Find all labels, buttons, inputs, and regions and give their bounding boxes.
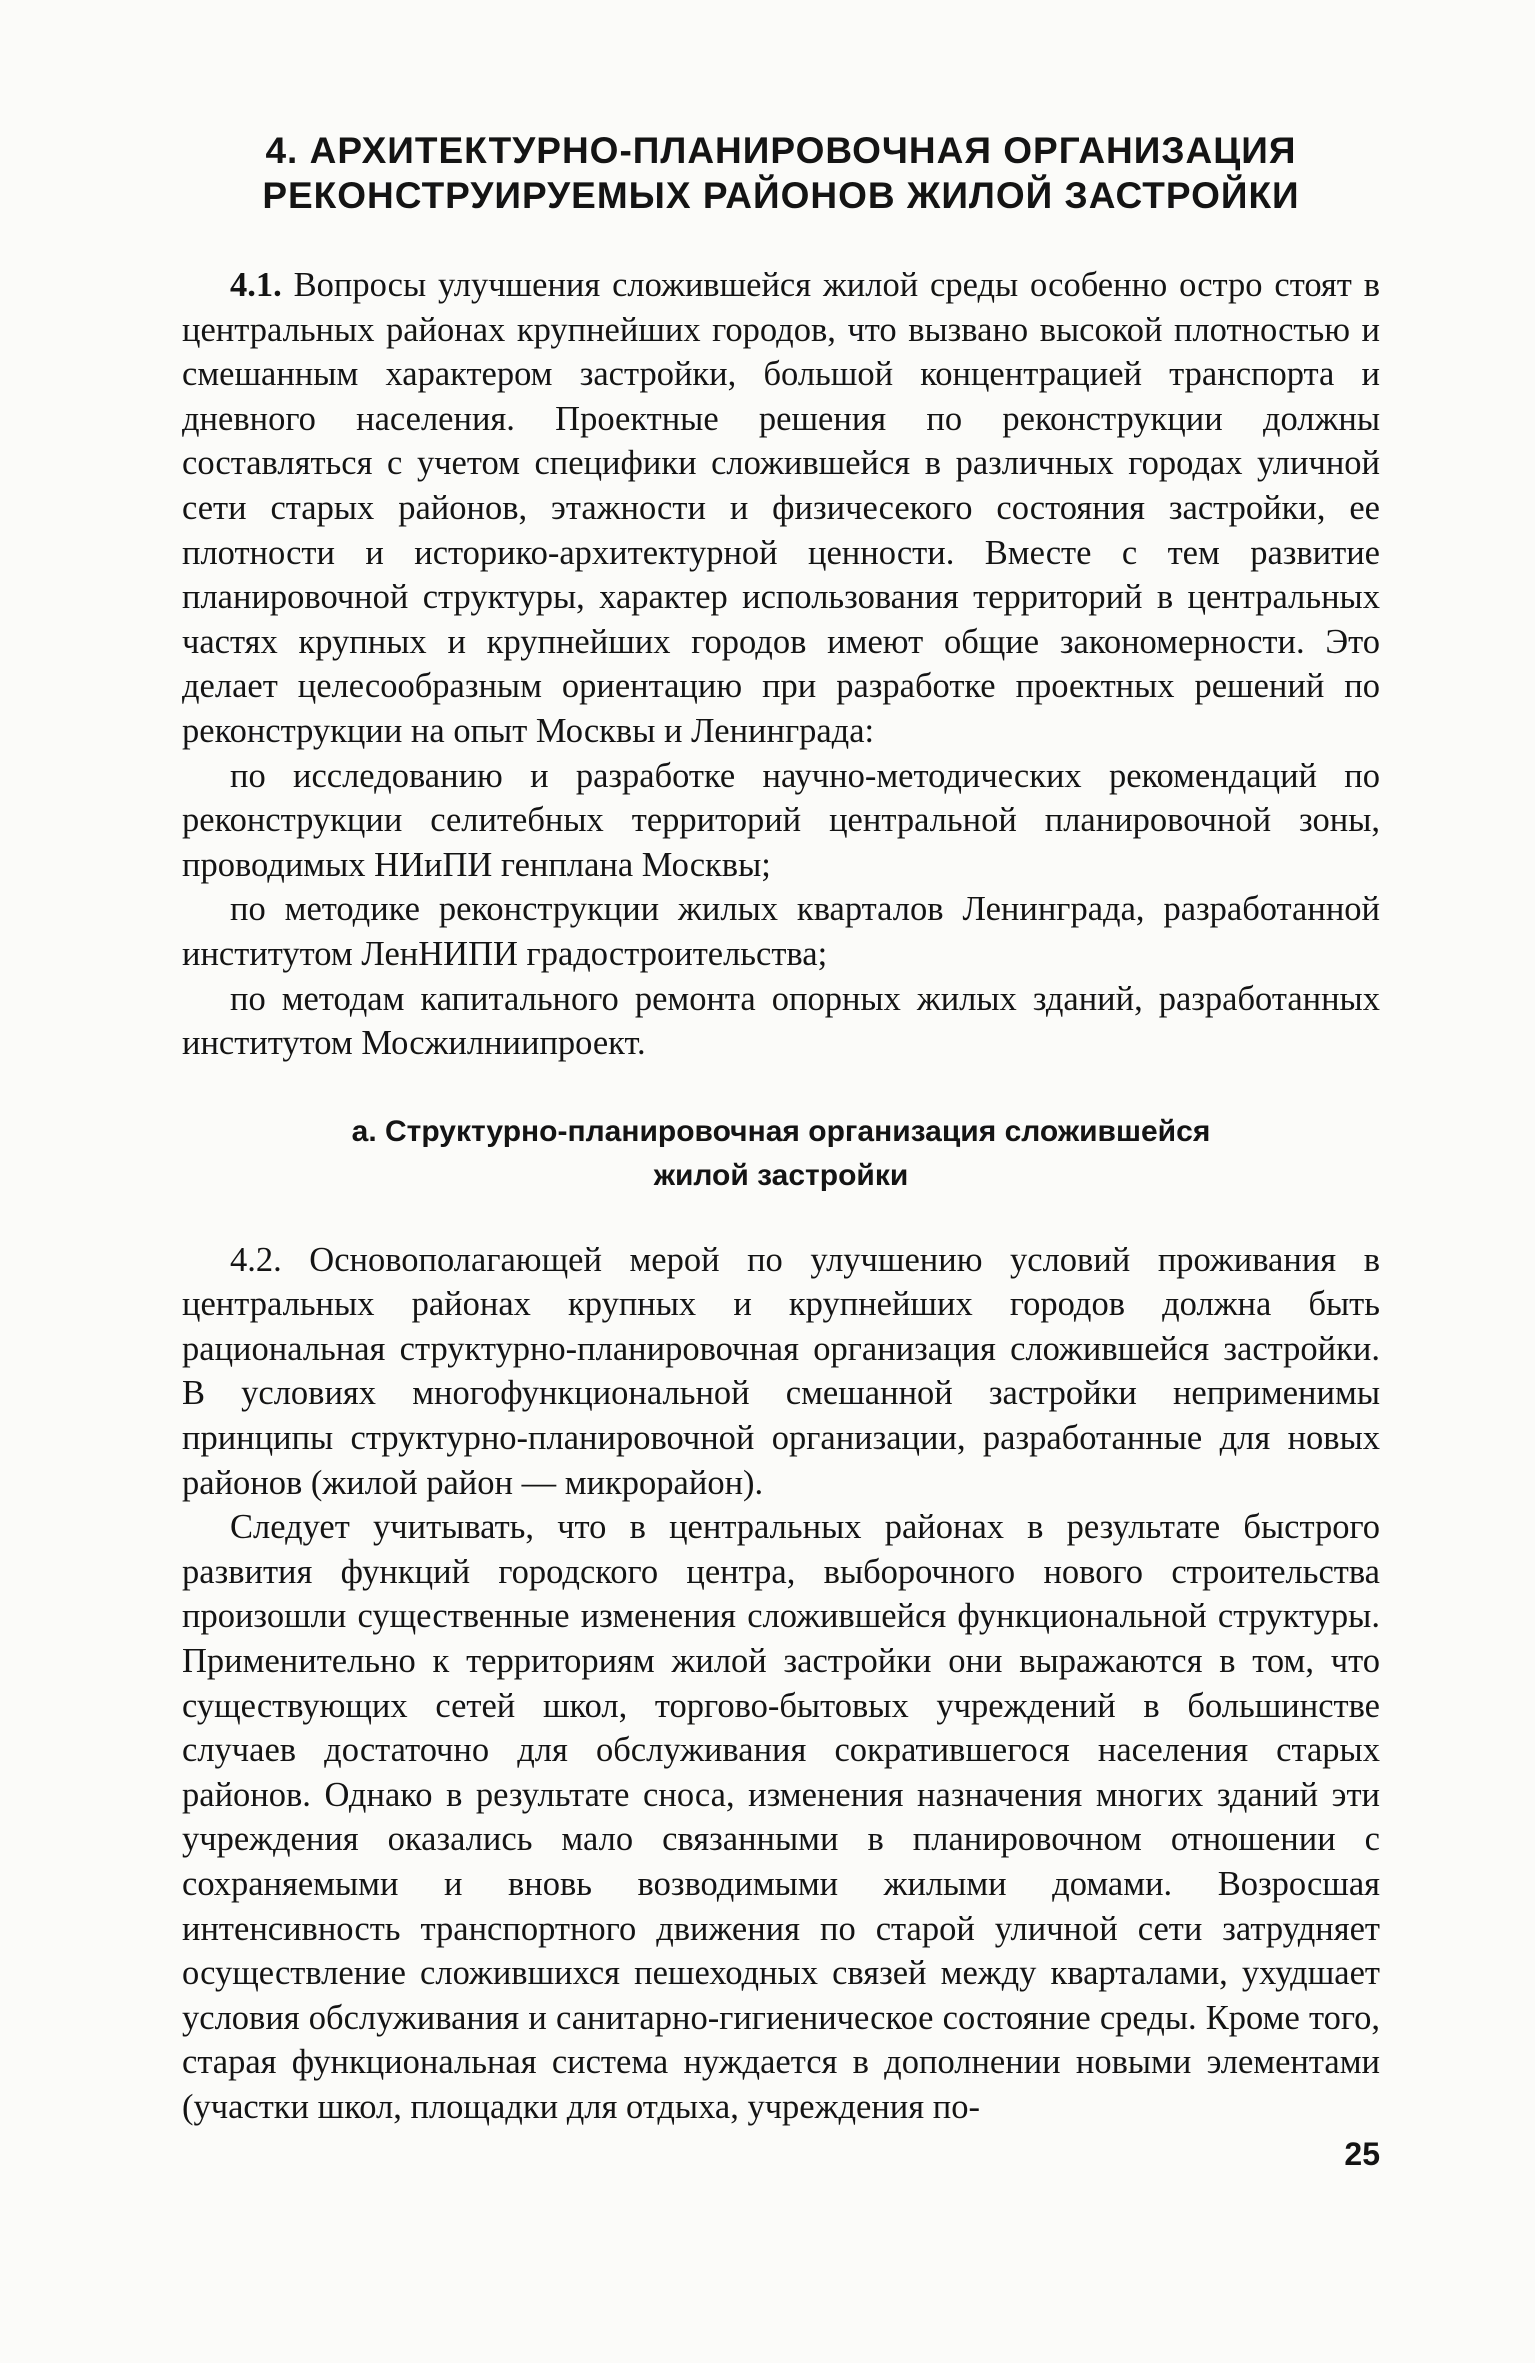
list-item-methodology: по методике реконструкции жилых кварталов Ленинграда, разработанной институтом ЛенНИПИ градостроительства; [182, 890, 1380, 973]
chapter-heading [182, 128, 1380, 218]
paragraph-final: Следует учитывать, что в центральных районах в результате быстрого развития функций городского центра, выборочного нового строительства произошли существенные изменения сложившейся функциональной структуры. Применительно к территориям жилой застройки они выражаются в том, что существующих сетей школ, торгово-бытовых учреждений в большинстве случаев достаточно для обслуживания сократившегося населения старых районов. Однако в результате сноса, изменения назначения многих зданий эти учреждения оказались мало связанными в планировочном отношении с сохраняемыми и вновь возводимыми жилыми домами. Возросшая интенсивность транспортного движения по старой уличной сети затрудняет осуществление сложившихся пешеходных связей между кварталами, ухудшает условия обслуживания и санитарно-гигиеническое состояние среды. Кроме того, старая функциональная система нуждается в дополнении новыми элементами (участки школ, площадки для отдыха, учреждения по- [182, 1508, 1380, 2126]
chapter-heading-line-2: РЕКОНСТРУИРУЕМЫХ РАЙОНОВ ЖИЛОЙ ЗАСТРОЙКИ [262, 175, 1300, 216]
page-content [182, 128, 1380, 2130]
subsection-heading-line-2: жилой застройки [653, 1158, 909, 1192]
chapter-heading-line-1: 4. АРХИТЕКТУРНО-ПЛАНИРОВОЧНАЯ ОРГАНИЗАЦИЯ [265, 130, 1297, 171]
page-number: 25 [1344, 2136, 1380, 2172]
subsection-heading-line-1: а. Структурно-планировочная организация сложившейся [351, 1114, 1211, 1148]
paragraph-4-2-text: Основополагающей мерой по улучшению условий проживания в центральных районах крупных и крупнейших городов должна быть рациональная структурно-планировочная организация сложившейся застройки. В условиях многофункциональной смешанной застройки неприменимы принципы структурно-планировочной организации, разработанные для новых районов (жилой район — микрорайон). [182, 1240, 1380, 1502]
section-number-4-2: 4.2. [230, 1240, 282, 1279]
paragraph-4-1-text: Вопросы улучшения сложившейся жилой среды особенно остро стоят в центральных районах крупнейших городов, что вызвано высокой плотностью и смешанным характером застройки, большой концентрацией транспорта и дневного населения. Проектные решения по реконструкции должны составляться с учетом специфики сложившейся в различных городах уличной сети старых районов, этажности и физичесекого состояния застройки, ее плотности и историко-архитектурной ценности. Вместе с тем развитие планировочной структуры, характер использования территорий в центральных частях крупных и крупнейших городов имеют общие закономерности. Это делает целесообразным ориентацию при разработке проектных решений по реконструкции на опыт Москвы и Ленинграда: [182, 266, 1380, 750]
paragraph-4-2 [182, 1238, 1380, 1506]
list-item-repair-methods: по методам капитального ремонта опорных жилых зданий, разработанных институтом Мосжилниипроект. [182, 979, 1380, 1063]
list-item-research: по исследованию и разработке научно-методических рекомендаций по реконструкции селитебных территорий центральной планировочной зоны, проводимых НИиПИ генплана Москвы; [182, 756, 1380, 884]
subsection-heading [182, 1110, 1380, 1198]
section-number-4-1: 4.1. [230, 266, 282, 304]
paragraph-4-1 [182, 263, 1380, 754]
